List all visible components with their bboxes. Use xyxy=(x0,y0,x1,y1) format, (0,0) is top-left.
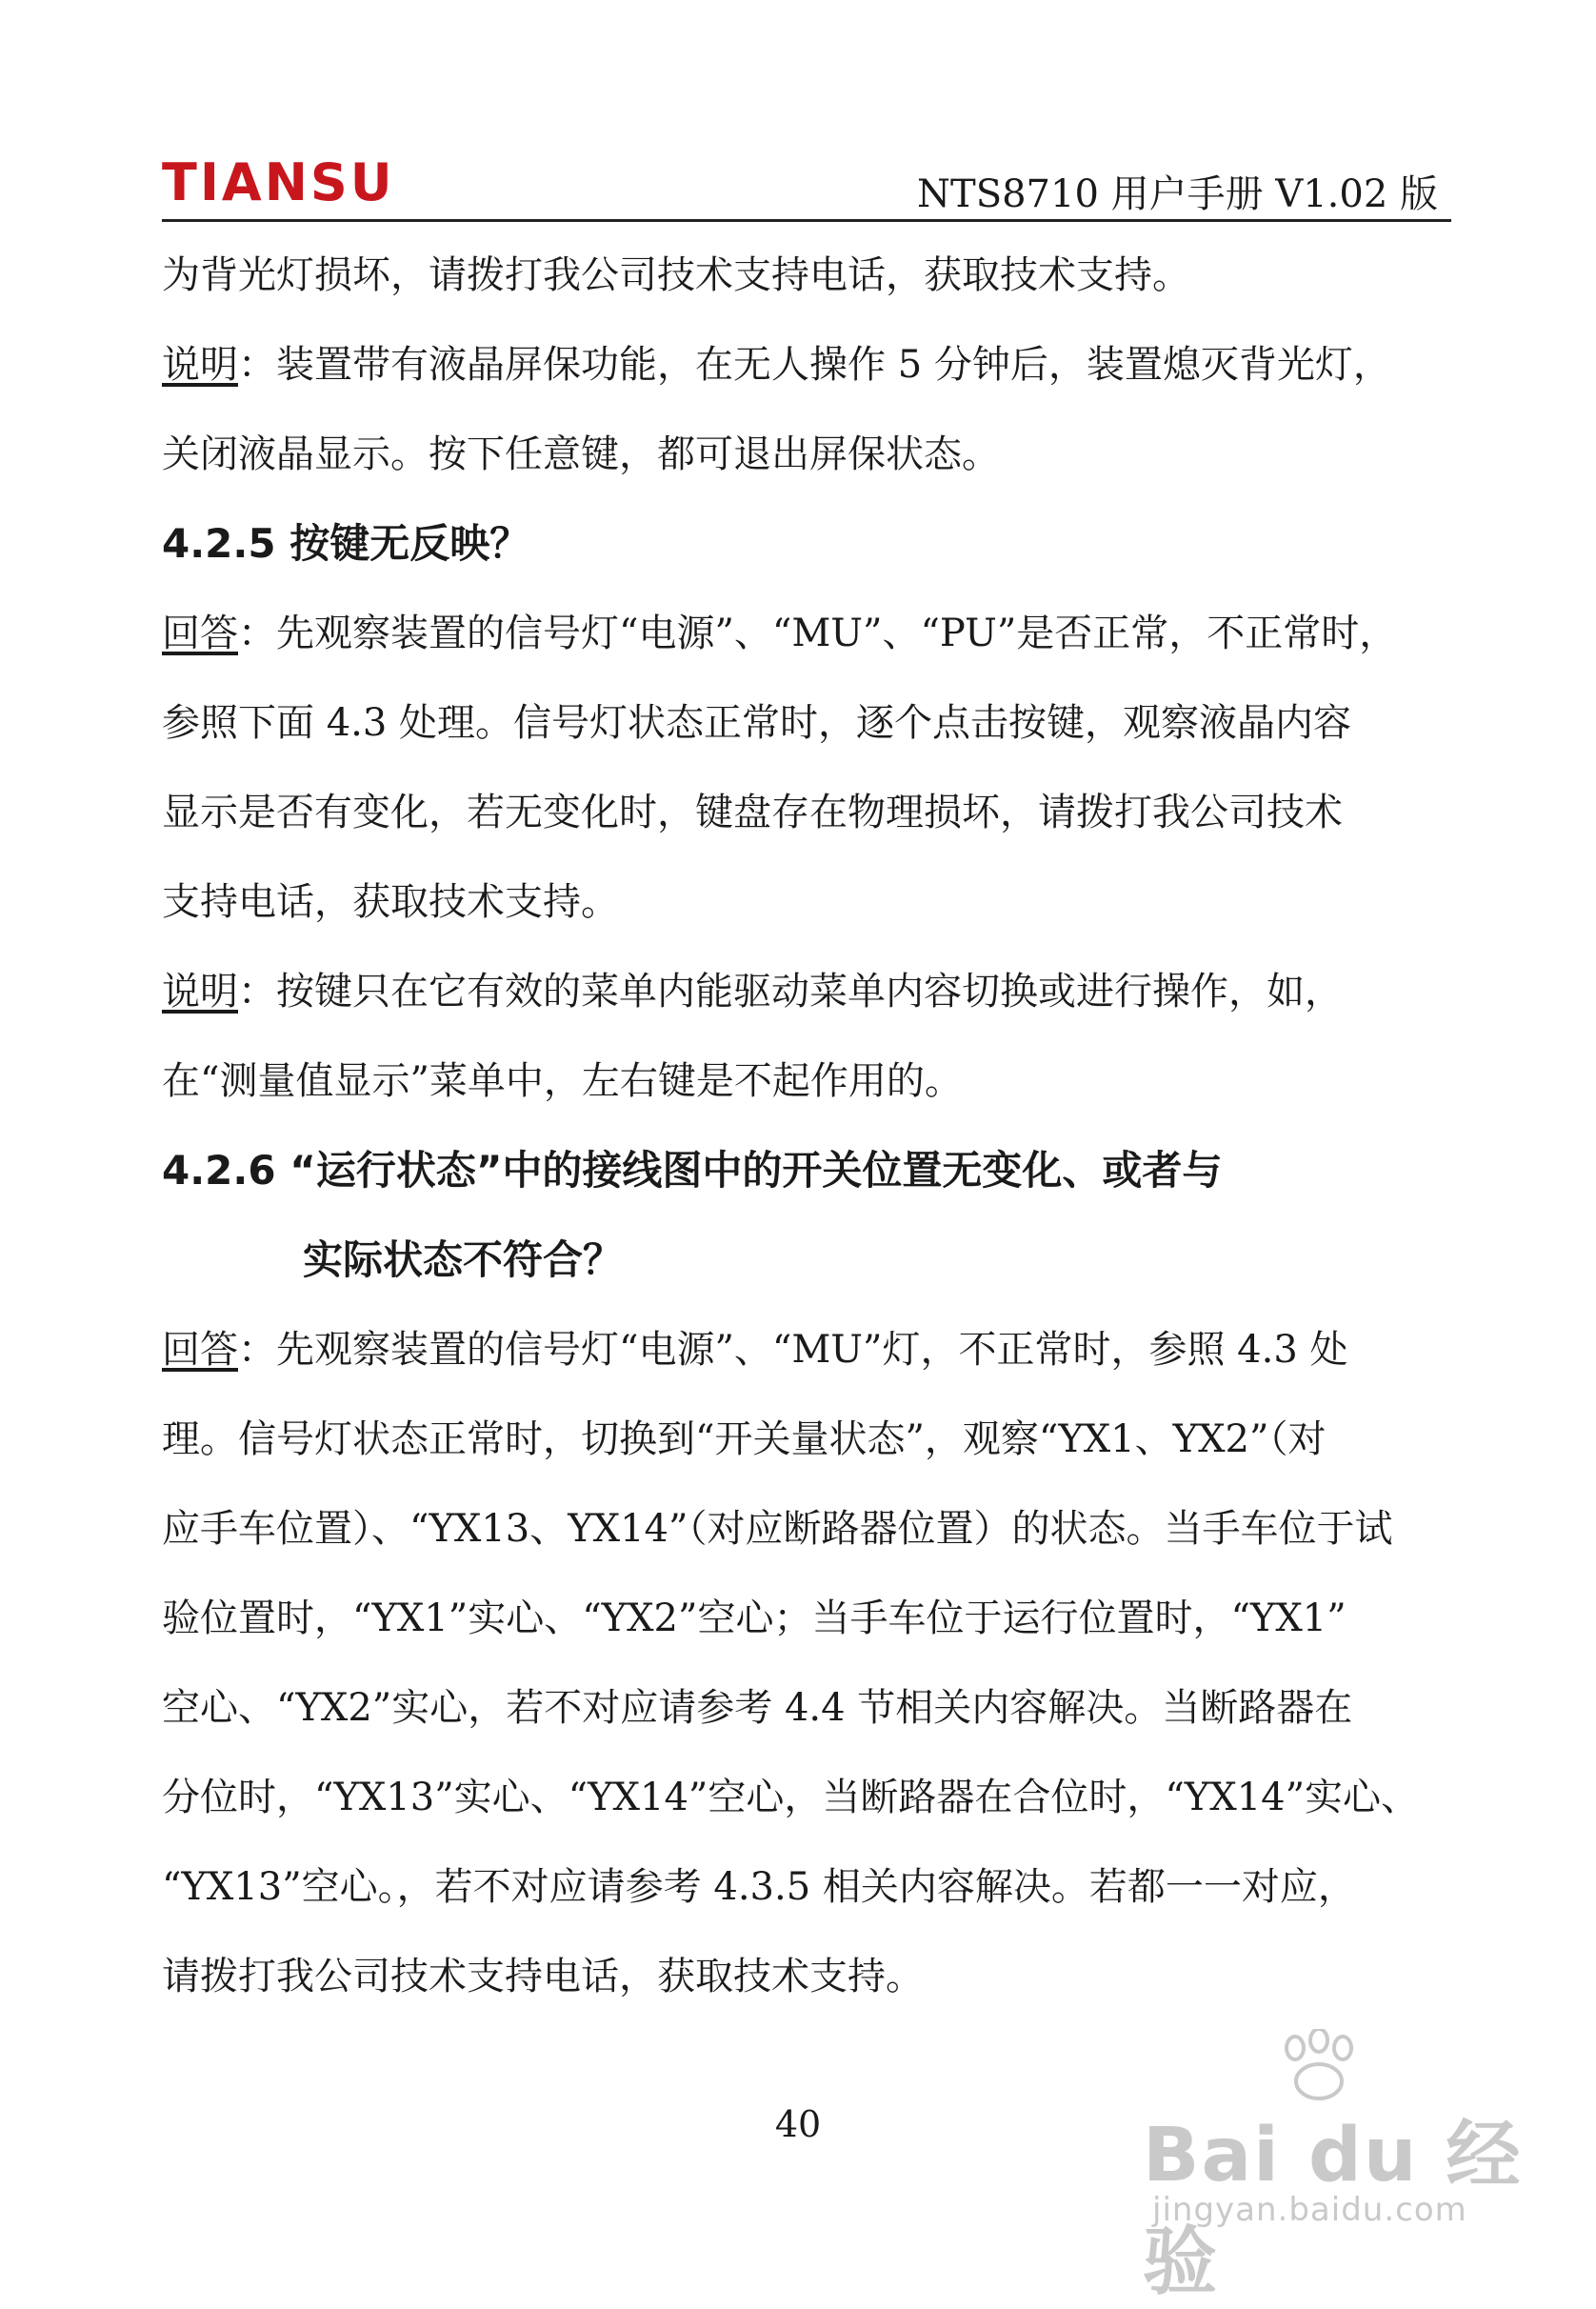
note-label: 说明 xyxy=(162,970,238,1014)
text-line: “YX13”空心。，若不对应请参考 4.3.5 相关内容解决。若都一一对应， xyxy=(162,1865,1356,1909)
text-line: 为背光灯损坏，请拨打我公司技术支持电话，获取技术支持。 xyxy=(162,253,1190,297)
text-line: 应手车位置）、“YX13、YX14”（对应断路器位置）的状态。当手车位于试 xyxy=(162,1507,1393,1551)
section-heading-4-2-5 xyxy=(162,499,1438,589)
page-number: 40 xyxy=(774,2103,822,2145)
section-heading-4-2-6 xyxy=(162,1126,1438,1305)
text-line: ：先观察装置的信号灯“电源”、“MU”灯，不正常时，参照 4.3 处 xyxy=(238,1328,1348,1372)
section-number: 4.2.6 xyxy=(162,1147,276,1194)
text-line: 请拨打我公司技术支持电话，获取技术支持。 xyxy=(162,1955,924,1998)
section-title: 按键无反映？ xyxy=(289,520,530,567)
page-header xyxy=(162,143,1451,222)
answer-keys xyxy=(162,589,1438,947)
text-line: 理。信号灯状态正常时，切换到“开关量状态”，观察“YX1、YX2”（对 xyxy=(162,1417,1327,1461)
document-title: NTS8710 用户手册 V1.02 版 xyxy=(917,172,1438,216)
text-line: 在“测量值显示”菜单中，左右键是不起作用的。 xyxy=(162,1059,963,1103)
paw-icon xyxy=(1267,2029,1371,2105)
answer-label: 回答 xyxy=(162,612,238,655)
note-label: 说明 xyxy=(162,343,238,387)
baidu-watermark xyxy=(1124,2029,1533,2305)
watermark-url: jingyan.baidu.com xyxy=(1152,2191,1467,2229)
text-line: ：装置带有液晶屏保功能，在无人操作 5 分钟后，装置熄灭背光灯， xyxy=(238,343,1391,387)
text-line: 参照下面 4.3 处理。信号灯状态正常时，逐个点击按键，观察液晶内容 xyxy=(162,701,1352,745)
section-title-continued: 实际状态不符合？ xyxy=(303,1236,624,1283)
text-line: 关闭液晶显示。按下任意键，都可退出屏保状态。 xyxy=(162,432,1000,476)
answer-switch-position xyxy=(162,1305,1438,2021)
watermark-brand: Bai du 经验 xyxy=(1143,2113,1523,2305)
answer-label: 回答 xyxy=(162,1328,238,1372)
text-line: 支持电话，获取技术支持。 xyxy=(162,880,619,924)
section-title: “运行状态”中的接线图中的开关位置无变化、或者与 xyxy=(289,1147,1223,1194)
page-content xyxy=(162,231,1438,2021)
tiansu-logo: TIANSU xyxy=(162,152,395,212)
text-line: 分位时，“YX13”实心、“YX14”空心，当断路器在合位时，“YX14”实心、 xyxy=(162,1776,1420,1819)
text-line: 空心、“YX2”实心，若不对应请参考 4.4 节相关内容解决。当断路器在 xyxy=(162,1686,1353,1730)
paragraph-backlight xyxy=(162,231,1438,320)
text-line: 验位置时，“YX1”实心、“YX2”空心；当手车位于运行位置时，“YX1” xyxy=(162,1596,1347,1640)
section-number: 4.2.5 xyxy=(162,520,276,567)
text-line: 显示是否有变化，若无变化时，键盘存在物理损坏，请拨打我公司技术 xyxy=(162,791,1343,834)
text-line: ：先观察装置的信号灯“电源”、“MU”、“PU”是否正常，不正常时， xyxy=(238,612,1398,655)
note-screensaver xyxy=(162,320,1438,499)
text-line: ：按键只在它有效的菜单内能驱动菜单内容切换或进行操作，如， xyxy=(238,970,1343,1014)
note-keys xyxy=(162,947,1438,1126)
